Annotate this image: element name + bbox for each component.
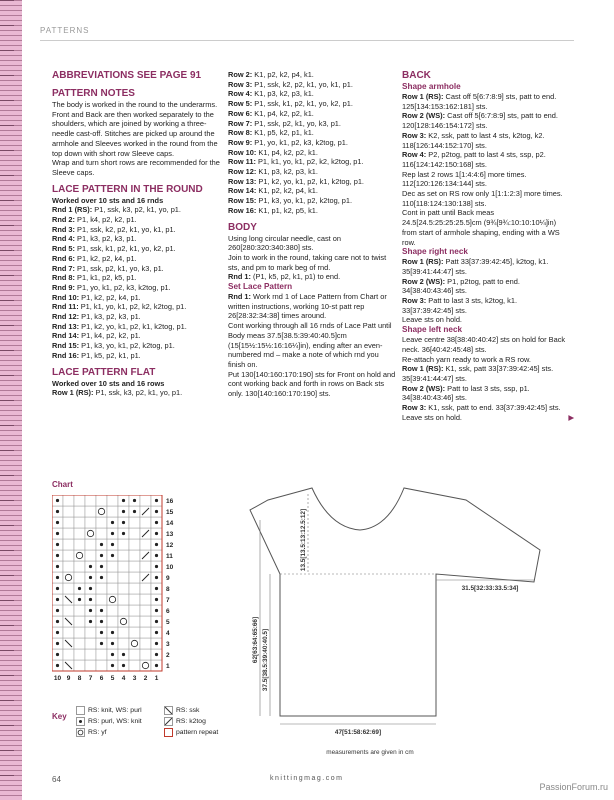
key-heading: Key <box>52 712 67 721</box>
chart-row-number: 2 <box>166 652 170 659</box>
purl-dot <box>89 620 92 623</box>
chart-row-number: 12 <box>166 542 174 549</box>
purl-dot <box>122 532 125 535</box>
instruction-row: Row 8: K1, p5, k2, p1, k1. <box>228 128 314 138</box>
chart-col-number: 6 <box>99 675 104 680</box>
chart-cell <box>85 660 96 671</box>
purl-dot <box>111 532 114 535</box>
chart-cell <box>140 638 151 649</box>
instruction-row: Row 15: P1, k3, yo, k1, p2, k2tog, p1. <box>228 196 353 206</box>
chart-cell <box>107 572 118 583</box>
purl-dot <box>56 576 59 579</box>
purl-dot <box>56 620 59 623</box>
chart-heading: Chart <box>52 480 73 489</box>
purl-dot <box>155 543 158 546</box>
instruction-row: Row 12: K1, p3, k2, p3, k1. <box>228 167 318 177</box>
lace-chart <box>52 495 187 685</box>
chart-cell <box>118 627 129 638</box>
measurement-note: measurements are given in cm <box>326 749 414 756</box>
purl-dot <box>155 554 158 557</box>
chart-cell <box>129 550 140 561</box>
chart-cell <box>74 649 85 660</box>
chart-cell <box>140 649 151 660</box>
purl-dot <box>155 664 158 667</box>
instruction-row: Row 1 (RS): P1, ssk, k3, p2, k1, yo, p1. <box>52 388 183 398</box>
chart-cell <box>85 539 96 550</box>
chart-cell <box>96 583 107 594</box>
chart-cell <box>74 627 85 638</box>
garment-outline <box>250 488 540 716</box>
chart-cell <box>140 561 151 572</box>
width-label: 47[51:58:62:69] <box>334 729 382 736</box>
instruction-row: Rnd 16: P1, k5, p2, k1, p1. <box>52 350 141 360</box>
purl-dot <box>89 598 92 601</box>
chart-row-number: 10 <box>166 564 174 571</box>
chart-cell <box>74 572 85 583</box>
chart-cell <box>85 627 96 638</box>
chart-cell <box>85 495 96 506</box>
chart-cell <box>74 660 85 671</box>
chart-cell <box>74 517 85 528</box>
chart-cell <box>129 616 140 627</box>
instruction-row: Row 3: P1, ssk, k2, p2, k1, yo, k1, p1. <box>228 79 353 89</box>
chart-cell <box>140 583 151 594</box>
instruction-row: Row 2 (WS): Cast off 5[6:7:8:9] sts, patt to end. 120[128:146:154:172] sts. <box>402 111 558 131</box>
purl-dot <box>111 543 114 546</box>
chart-col-number: 10 <box>53 675 62 680</box>
chart-cell <box>96 594 107 605</box>
backslash-icon <box>164 706 173 715</box>
chart-cell <box>63 539 74 550</box>
header-divider <box>40 40 574 41</box>
purl-dot <box>56 543 59 546</box>
key-item-ssk: RS: ssk <box>164 706 199 715</box>
key-item-yf: RS: yf <box>76 728 107 737</box>
chart-cell <box>118 572 129 583</box>
instruction-row: Row 1 (RS): Patt 33[37:39:42:45], k2tog, k1. 35[39:41:44:47] sts. <box>402 257 549 276</box>
chart-cell <box>129 638 140 649</box>
left-neck-heading: Shape left neck <box>402 325 463 335</box>
set-lace-text2: Cont working through all 16 rnds of Lace Patt until Body meas 37.5[38.5:39:40:40.5]cm (15[15½:15½:16:16¼]in), ending after an even-numbered rnd – make a note of which rnd you finish on. <box>228 321 392 369</box>
purl-dot <box>122 653 125 656</box>
chart-cell <box>63 495 74 506</box>
chart-cell <box>74 539 85 550</box>
chart-cell <box>129 627 140 638</box>
chart-cell <box>107 583 118 594</box>
lace-flat-rows <box>228 70 398 216</box>
site-url: knittingmag.com <box>270 775 344 782</box>
purl-dot <box>155 653 158 656</box>
purl-dot <box>78 587 81 590</box>
purl-dot <box>89 576 92 579</box>
instruction-row: Rnd 14: P1, k4, p2, k2, p1. <box>52 331 141 341</box>
purl-dot <box>56 532 59 535</box>
chart-cell <box>129 572 140 583</box>
purl-dot <box>100 620 103 623</box>
chart-col-number: 7 <box>88 675 93 680</box>
instruction-row: Cont in patt until Back meas 24.5[24.5:25:25:25.5]cm (9¾[9¾:10:10:10¼]in) from start of armhole shaping, ending with a WS row. <box>402 208 560 247</box>
instruction-row: Row 3: K1, ssk, patt to end. 33[37:39:42:45] sts. Leave sts on hold. <box>402 403 561 422</box>
instruction-row: Row 2 (WS): Patt to last 3 sts, ssp, p1. 34[38:40:43:46] sts. <box>402 383 530 403</box>
body-lower-label: 37.5[38.5:39:40:40.5] <box>262 628 269 692</box>
circle-icon <box>76 728 85 737</box>
pattern-notes-heading: PATTERN NOTES <box>52 88 135 99</box>
blank-square-icon <box>76 706 85 715</box>
purl-dot <box>155 620 158 623</box>
chart-cell <box>85 638 96 649</box>
chart-col-number: 5 <box>110 675 115 680</box>
chart-row-number: 3 <box>166 641 170 648</box>
key-item-purl: RS: purl, WS: knit <box>76 717 142 726</box>
sleeve-label: 31.5[32:33:33.5:34] <box>461 585 519 592</box>
armhole-label: 13.5[13.5:13:12.5:12] <box>300 508 307 572</box>
chart-cell <box>129 561 140 572</box>
purl-dot <box>155 598 158 601</box>
instruction-row: Row 2 (WS): P1, p2tog, patt to end. 34[38:40:43:46] sts. <box>402 276 520 296</box>
schematic-drawing <box>240 480 560 760</box>
purl-dot <box>56 510 59 513</box>
back-heading: BACK <box>402 70 431 81</box>
instruction-row: Row 3: Patt to last 3 sts, k2tog, k1. 33[37:39:42:45] sts. <box>402 296 518 315</box>
chart-cell <box>118 616 129 627</box>
instruction-row: Rnd 1 (RS): P1, ssk, k3, p2, k1, yo, p1. <box>52 205 181 215</box>
lace-chart-grid <box>52 495 187 680</box>
purl-dot <box>100 631 103 634</box>
purl-dot <box>100 543 103 546</box>
purl-dot <box>155 609 158 612</box>
purl-dot <box>100 565 103 568</box>
purl-dot <box>111 554 114 557</box>
chart-cell <box>140 594 151 605</box>
chart-cell <box>96 649 107 660</box>
chart-cell <box>74 495 85 506</box>
continue-arrow-icon: ▶ <box>568 412 574 422</box>
purl-dot <box>155 631 158 634</box>
watermark: PassionForum.ru <box>539 782 608 792</box>
instruction-row: Row 1 (RS): Cast off 5[6:7:8:9] sts, patt to end. 125[134:153:162:181] sts. <box>402 92 557 111</box>
purl-dot <box>89 565 92 568</box>
red-box-icon <box>164 728 173 737</box>
chart-cell <box>85 517 96 528</box>
column-middle <box>228 70 398 399</box>
chart-col-number: 8 <box>77 675 82 680</box>
chart-cell <box>129 528 140 539</box>
chart-cell <box>85 528 96 539</box>
purl-dot <box>89 587 92 590</box>
purl-dot <box>122 521 125 524</box>
instruction-row: Row 4: P2, p2tog, patt to last 4 sts, ssp, p2. 116[124:142:150:168] sts. <box>402 150 546 169</box>
instruction-row: Row 5: P1, ssk, k1, p2, k1, yo, k2, p1. <box>228 99 353 109</box>
instruction-row: Leave sts on hold. <box>402 315 462 325</box>
purl-dot <box>100 609 103 612</box>
chart-cell <box>118 583 129 594</box>
chart-cell <box>140 539 151 550</box>
instruction-row: Rnd 11: P1, k1, yo, k1, p2, k2, k2tog, p1. <box>52 302 187 312</box>
instruction-row: Re-attach yarn ready to work a RS row. <box>402 354 531 364</box>
instruction-row: Rnd 12: P1, k3, p2, k3, p1. <box>52 312 141 322</box>
purl-dot <box>56 554 59 557</box>
instruction-row: Row 6: K1, p4, k2, p2, k1. <box>228 108 314 118</box>
chart-cell <box>74 638 85 649</box>
instruction-row: Rnd 9: P1, yo, k1, p2, k3, k2tog, p1. <box>52 282 171 292</box>
chart-cell <box>107 616 118 627</box>
instruction-row: Row 7: P1, ssk, p2, k1, yo, k3, p1. <box>228 118 341 128</box>
chart-cell <box>63 627 74 638</box>
chart-cell <box>63 550 74 561</box>
instruction-row: Leave centre 38[38:40:40:42] sts on hold for Back neck. 36[40:42:45:48] sts. <box>402 335 566 354</box>
chart-cell <box>85 506 96 517</box>
body-heading: BODY <box>228 221 257 233</box>
ruler-major-ticks <box>0 0 14 800</box>
instruction-row: Rnd 3: P1, ssk, k2, p2, k1, yo, k1, p1. <box>52 224 176 234</box>
chart-cell <box>63 506 74 517</box>
chart-row-number: 1 <box>166 663 170 670</box>
purl-dot <box>155 532 158 535</box>
body-rnd1: Rnd 1: (P1, k5, p2, k1, p1) to end. <box>228 272 341 282</box>
instruction-row: Rnd 7: P1, ssk, p2, k1, yo, k3, p1. <box>52 263 164 273</box>
section-header: PATTERNS <box>40 26 90 35</box>
chart-row-number: 11 <box>166 553 173 560</box>
purl-dot <box>122 499 125 502</box>
chart-col-number: 4 <box>121 675 126 680</box>
purl-dot <box>56 664 59 667</box>
chart-cell <box>140 517 151 528</box>
instruction-row: Rnd 2: P1, k4, p2, k2, p1. <box>52 215 137 225</box>
chart-cell <box>118 539 129 550</box>
purl-dot <box>155 576 158 579</box>
chart-col-number: 3 <box>132 675 137 680</box>
key-item-knit: RS: knit, WS: purl <box>76 706 142 715</box>
instruction-row: Row 13: P1, k2, yo, k1, p2, k1, k2tog, p1. <box>228 176 364 186</box>
chart-cell <box>74 616 85 627</box>
chart-cell <box>63 583 74 594</box>
instruction-row: Row 4: K1, p3, k2, p3, k1. <box>228 89 314 99</box>
chart-cell <box>118 550 129 561</box>
purl-dot <box>111 521 114 524</box>
chart-cell <box>118 594 129 605</box>
lace-round-list <box>52 205 224 360</box>
instruction-row: Row 1 (RS): K1, ssk, patt 33[37:39:42:45] sts. 35[39:41:44:47] sts. <box>402 364 554 383</box>
body-text2: Join to work in the round, taking care not to twist sts, and pm to mark beg of rnd. <box>228 252 387 272</box>
purl-dot <box>78 598 81 601</box>
chart-col-number: 9 <box>66 675 71 680</box>
slash-icon <box>164 717 173 726</box>
chart-cell <box>96 495 107 506</box>
pattern-notes-text2: Wrap and turn short rows are recommended for the Sleeve caps. <box>52 158 220 177</box>
instruction-row: Row 14: K1, p2, k2, p4, k1. <box>228 186 318 196</box>
instruction-row: Rnd 4: P1, k3, p2, k3, p1. <box>52 234 137 244</box>
right-neck-heading: Shape right neck <box>402 247 468 257</box>
key-item-k2tog: RS: k2tog <box>164 717 206 726</box>
instruction-row: Rnd 6: P1, k2, p2, k4, p1. <box>52 253 137 263</box>
chart-cell <box>96 517 107 528</box>
chart-row-number: 6 <box>166 608 170 615</box>
purl-dot <box>56 598 59 601</box>
instruction-row: Row 9: P1, yo, k1, p2, k3, k2tog, p1. <box>228 137 348 147</box>
purl-dot <box>56 499 59 502</box>
lace-flat-list <box>52 388 224 398</box>
purl-dot <box>111 653 114 656</box>
chart-row-number: 4 <box>166 630 170 637</box>
chart-cell <box>63 528 74 539</box>
set-lace-heading: Set Lace Pattern <box>228 282 293 292</box>
chart-cell <box>96 660 107 671</box>
purl-dot <box>133 510 136 513</box>
purl-dot <box>100 642 103 645</box>
instruction-row: Row 2: K1, p2, k2, p4, k1. <box>228 70 314 79</box>
chart-cell <box>85 649 96 660</box>
column-left <box>52 70 224 398</box>
purl-dot <box>111 642 114 645</box>
chart-cell <box>129 660 140 671</box>
set-lace-rnd1: Rnd 1: Work rnd 1 of Lace Pattern from Chart or written instructions, working 10-st patt rep 26[28:32:34:38] times around. <box>228 292 387 321</box>
chart-cell <box>74 550 85 561</box>
purl-dot <box>100 576 103 579</box>
chart-cell <box>118 561 129 572</box>
chart-cell <box>107 506 118 517</box>
chart-row-number: 14 <box>166 520 174 527</box>
instruction-row: Row 3: K2, ssk, patt to last 4 sts, k2tog, k2. 118[126:144:152:170] sts. <box>402 130 545 150</box>
chart-cell <box>85 550 96 561</box>
instruction-row: Rnd 8: P1, k1, p2, k5, p1. <box>52 273 137 283</box>
chart-cell <box>74 528 85 539</box>
chart-cell <box>107 594 118 605</box>
purl-dot <box>56 642 59 645</box>
purl-dot <box>155 521 158 524</box>
chart-cell <box>107 495 118 506</box>
instruction-row: Rep last 2 rows 1[1:4:4:6] more times. 112[120:126:134:144] sts. <box>402 169 527 189</box>
chart-cell <box>129 649 140 660</box>
chart-cell <box>129 517 140 528</box>
chart-cell <box>63 561 74 572</box>
purl-dot <box>89 609 92 612</box>
chart-cell <box>129 605 140 616</box>
instruction-row: Row 16: K1, p1, k2, p5, k1. <box>228 205 318 215</box>
purl-dot <box>155 510 158 513</box>
chart-cell <box>129 539 140 550</box>
chart-cell <box>140 616 151 627</box>
left-neck-list <box>402 335 570 422</box>
chart-cell <box>107 561 118 572</box>
chart-cell <box>140 660 151 671</box>
chart-row-number: 16 <box>166 498 174 505</box>
chart-cell <box>74 605 85 616</box>
purl-dot <box>122 664 125 667</box>
pattern-notes-text: The body is worked in the round to the underarms. Front and Back are then worked separately to the shoulders, which are joined by working a three-needle cast-off. Stitches are picked up around the armhole and Sleeves worked in the round from the top down with short row Sleeve caps. <box>52 100 218 158</box>
purl-dot <box>111 631 114 634</box>
purl-dot <box>133 499 136 502</box>
chart-row-number: 5 <box>166 619 170 626</box>
purl-dot <box>122 510 125 513</box>
chart-cell <box>140 495 151 506</box>
chart-cell <box>118 605 129 616</box>
chart-row-number: 8 <box>166 586 170 593</box>
purl-dot <box>56 521 59 524</box>
abbreviations-heading: ABBREVIATIONS SEE PAGE 91 <box>52 70 202 81</box>
instruction-row: Rnd 5: P1, ssk, k1, p2, k1, yo, k2, p1. <box>52 244 176 254</box>
purl-dot <box>56 565 59 568</box>
purl-dot <box>56 587 59 590</box>
chart-row-number: 7 <box>166 597 170 604</box>
chart-cell <box>96 528 107 539</box>
chart-col-number: 2 <box>143 675 148 680</box>
chart-cell <box>129 583 140 594</box>
chart-cell <box>74 506 85 517</box>
garment-schematic <box>240 480 560 765</box>
purl-dot <box>111 664 114 667</box>
instruction-row: Rnd 10: P1, k2, p2, k4, p1. <box>52 292 141 302</box>
instruction-row: Rnd 13: P1, k2, yo, k1, p2, k1, k2tog, p1. <box>52 321 187 331</box>
dot-icon <box>76 717 85 726</box>
chart-row-number: 15 <box>166 509 174 516</box>
chart-cell <box>118 638 129 649</box>
purl-dot <box>155 642 158 645</box>
chart-cell <box>140 627 151 638</box>
chart-cell <box>96 506 107 517</box>
armhole-list <box>402 92 570 247</box>
key-item-repeat: pattern repeat <box>164 728 218 737</box>
purl-dot <box>56 609 59 612</box>
purl-dot <box>155 587 158 590</box>
chart-row-number: 13 <box>166 531 174 538</box>
body-text: Using long circular needle, cast on 260[280:320:340:380] sts. <box>228 233 341 253</box>
purl-dot <box>155 499 158 502</box>
page-number: 64 <box>52 775 61 784</box>
purl-dot <box>56 631 59 634</box>
chart-cell <box>129 594 140 605</box>
chart-cell <box>140 605 151 616</box>
chart-cell <box>63 572 74 583</box>
purl-dot <box>155 565 158 568</box>
instruction-row: Row 10: K1, p4, k2, p2, k1. <box>228 147 318 157</box>
lace-round-subheading: Worked over 10 sts and 16 rnds <box>52 195 164 205</box>
chart-cell <box>107 605 118 616</box>
column-right <box>402 70 574 423</box>
right-neck-list <box>402 257 570 325</box>
chart-cell <box>63 517 74 528</box>
chart-row-number: 9 <box>166 575 170 582</box>
chart-col-number: 1 <box>154 675 159 680</box>
lace-round-heading: LACE PATTERN IN THE ROUND <box>52 183 203 195</box>
purl-dot <box>100 554 103 557</box>
chart-cell <box>63 605 74 616</box>
chart-cell <box>63 649 74 660</box>
purl-dot <box>56 653 59 656</box>
lace-flat-heading: LACE PATTERN FLAT <box>52 366 156 378</box>
set-lace-text3: Put 130[140:160:170:190] sts for Front on hold and cont working back and forth in rows on Back sts only. 130[140:160:170:190] sts. <box>228 369 396 399</box>
lace-flat-subheading: Worked over 10 sts and 16 rows <box>52 378 165 388</box>
instruction-row: Rnd 15: P1, k3, yo, k1, p2, k2tog, p1. <box>52 341 175 351</box>
chart-cell <box>74 561 85 572</box>
instruction-row: Row 11: P1, k1, yo, k1, p2, k2, k2tog, p1. <box>228 157 364 167</box>
instruction-row: Dec as set on RS row only 1[1:1:2:3] more times. 110[118:124:130:138] sts. <box>402 189 563 208</box>
armhole-heading: Shape armhole <box>402 82 461 91</box>
body-height-label: 62[63:64:65:66] <box>252 616 259 664</box>
